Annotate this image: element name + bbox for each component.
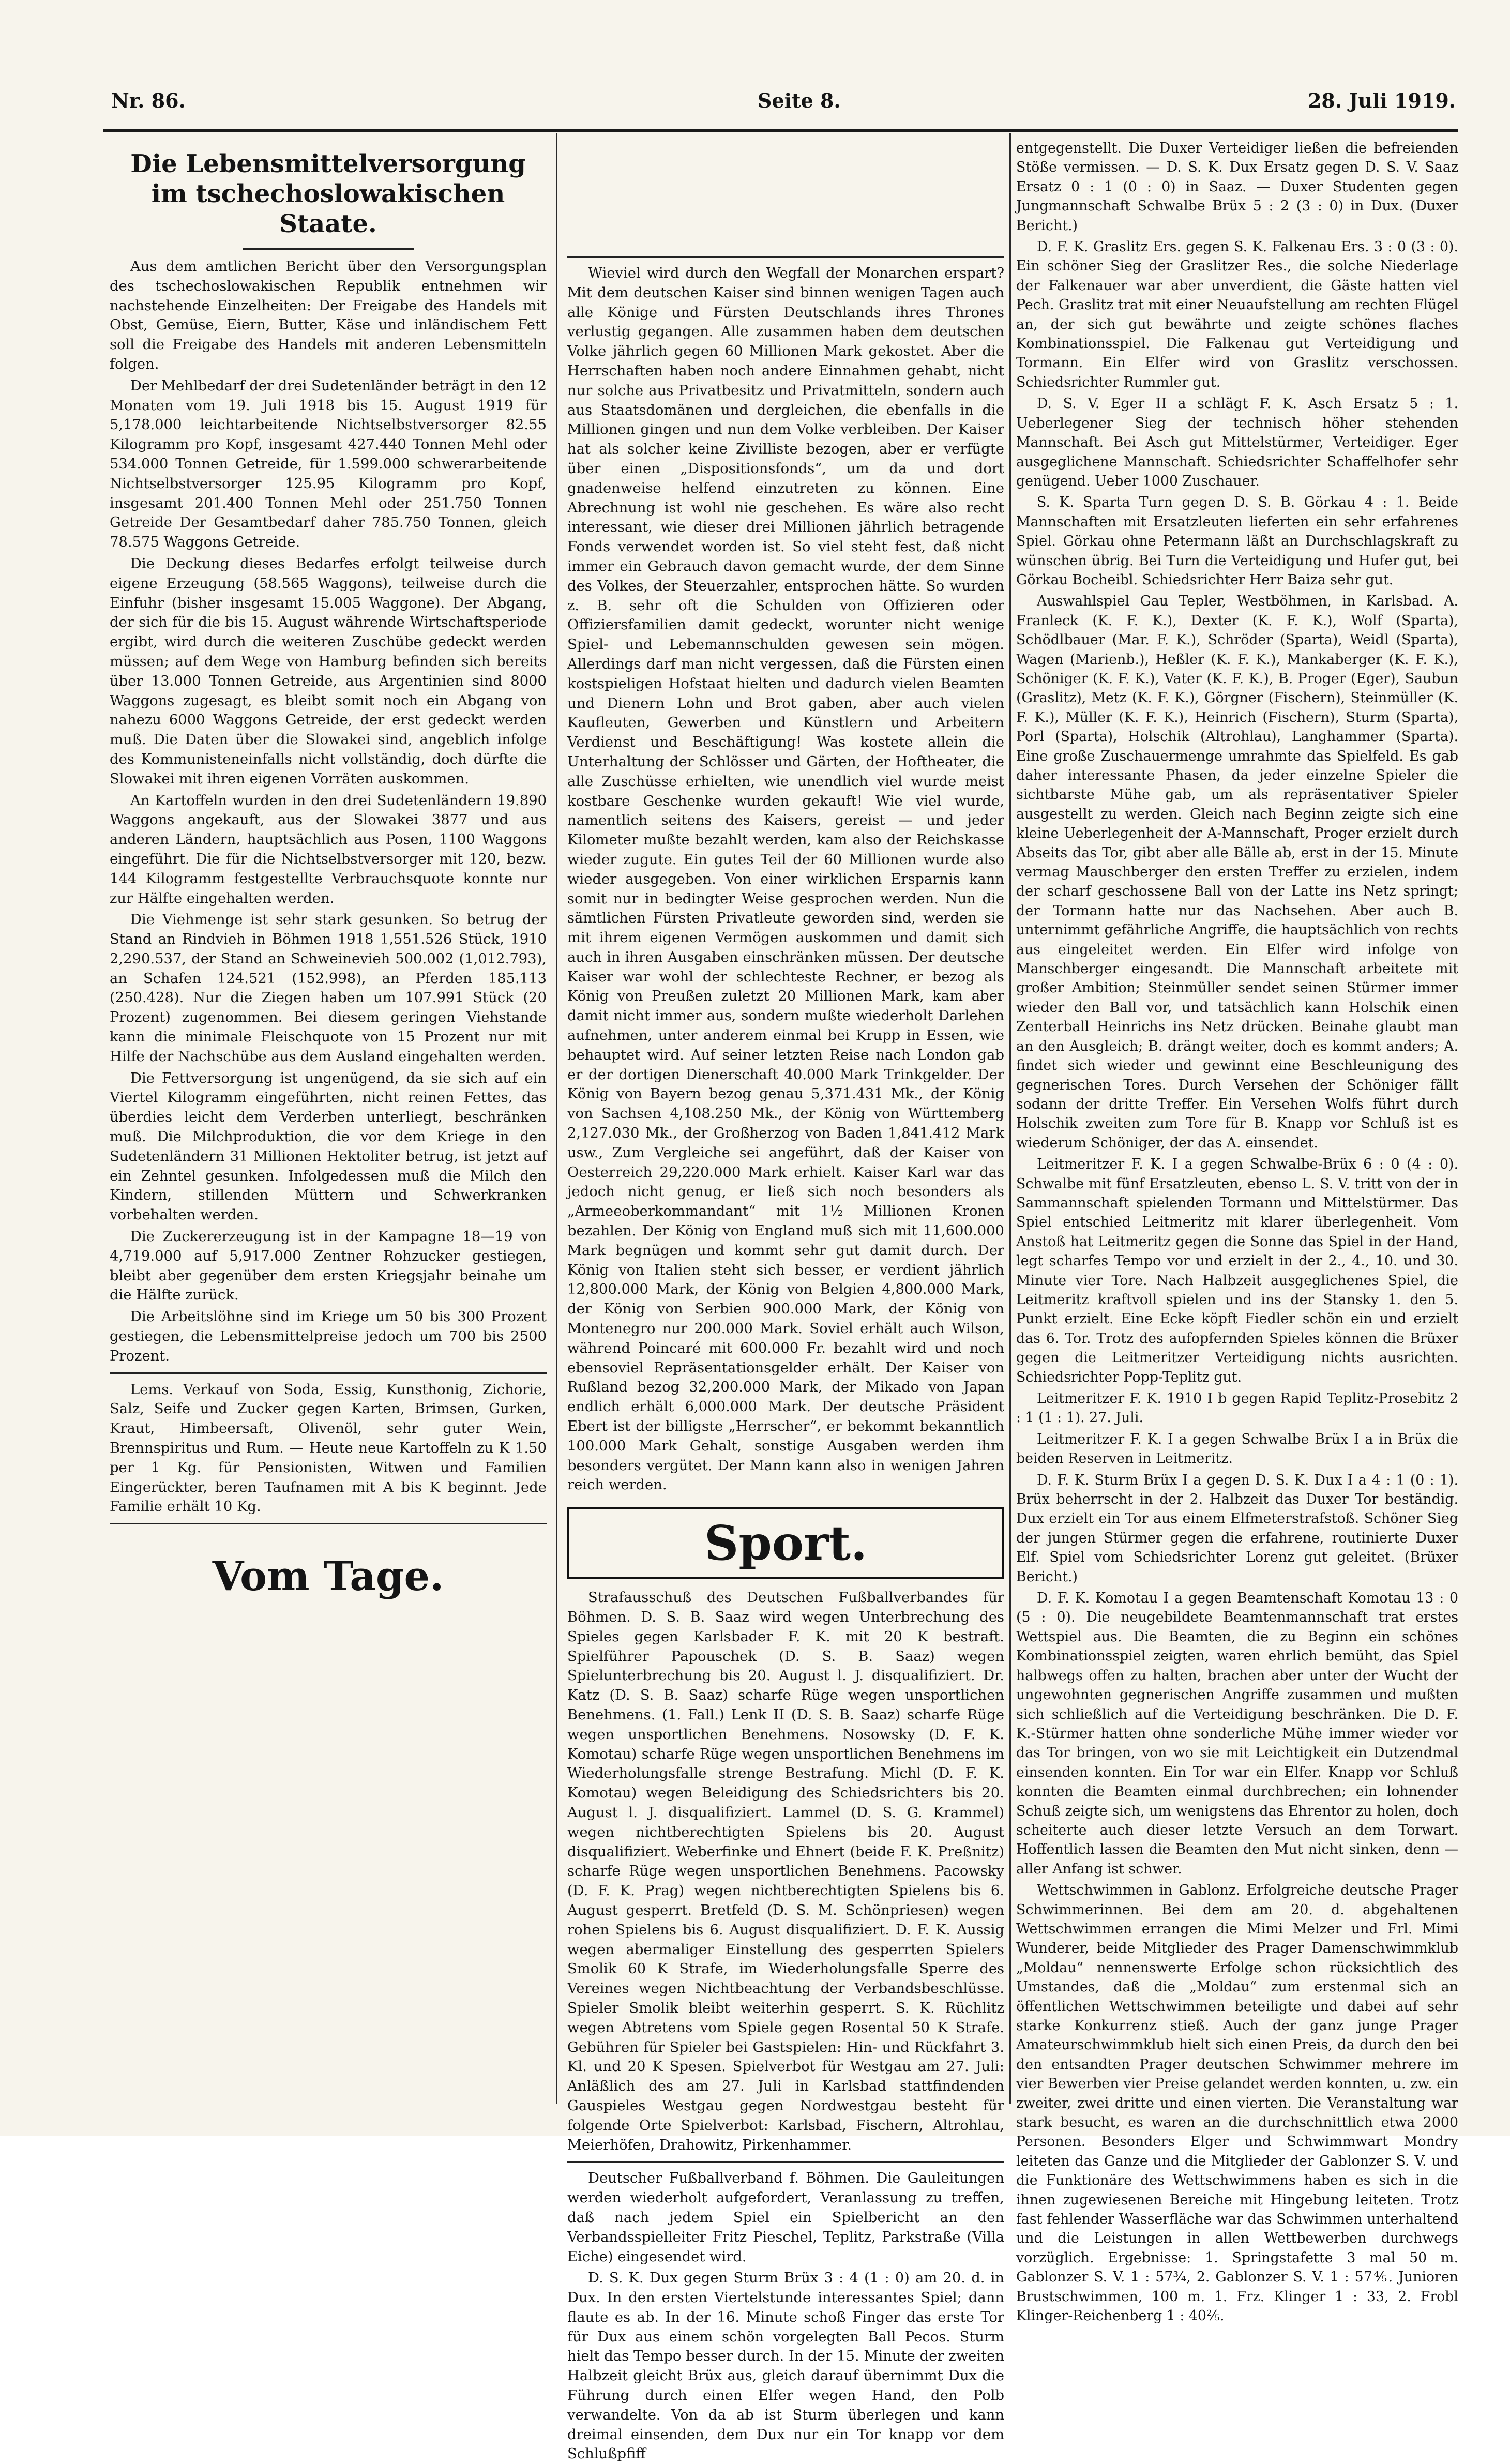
article-paragraph: Aus dem amtlichen Bericht über den Versorgungsplan des tschechoslowakischen Republik entnehmen wir nachstehende Einzelheiten: Der Freigabe des Handels mit Obst, Gemüse, Eiern, Butter, Käse und inländischem Fett soll die Freigabe des Handels mit anderen Lebensmitteln folgen.	[110, 259, 547, 372]
page-number: Seite 8.	[758, 89, 841, 112]
sport-paragraph: D. F. K. Komotau I a gegen Beamtenschaft Komotau 13 : 0 (5 : 0). Die neugebildete Beamtenmannschaft trat erstes Wettspiel aus. Die Beamten, die zu Beginn ein schönes Kombinationsspiel zeigten, waren ehrlich bemüht, das Spiel halbwegs offen zu halten, brachen aber unter der Wucht der ungewohnten gegnerischen Angriffe zusammen und mußten sich schließlich auf die Verteidigung beschränken. Die D. F. K.-Stürmer hatten ohne sonderliche Mühe immer wieder vor das Tor bringen, von wo sie mit Leichtigkeit ein Dutzendmal einsenden konnten. Ein Tor war ein Elfer. Knapp vor Schluß konnten die Beamten einmal durchbrechen; ein lohnender Schuß zeigte sich, um wenigstens das Ehrentor zu holen, doch scheiterte auch dieser letzte Versuch an dem Torwart. Hoffentlich lassen die Beamten den Mut nicht sinken, denn — aller Anfang ist schwer.	[1016, 1590, 1458, 1877]
headline-line-1: Die Lebensmittelversorgung	[130, 149, 526, 178]
article-paragraph: Die Viehmenge ist sehr stark gesunken. So betrug der Stand an Rindvieh in Böhmen 1918 1,551.526 Stück, 1910 2,290.537, der Stand an Schweinevieh 500.002 (1,012.793), an Schafen 124.521 (152.998), an Pferden 185.113 (250.428). Nur die Ziegen haben um 107.991 Stück (20 Prozent) zugenommen. Bei diesem geringen Viehstande kann die minimale Fleischquote von 15 Prozent nur mit Hilfe der Nachschübe aus dem Ausland eingehalten werden.	[110, 912, 547, 1065]
sport-paragraph: Strafausschuß des Deutschen Fußballverbandes für Böhmen. D. S. B. Saaz wird wegen Unterbrechung des Spieles gegen Karlsbader F. K. mit 20 K bestraft. Spielführer Papouschek (D. S. B. Saaz) wegen Spielunterbrechung bis 20. August l. J. disqualifiziert. Dr. Katz (D. S. B. Saaz) scharfe Rüge wegen unsportlichen Benehmens. (1. Fall.) Lenk II (D. S. B. Saaz) scharfe Rüge wegen unsportlichen Benehmens. Nosowsky (D. F. K. Komotau) scharfe Rüge wegen unsportlichen Benehmens im Wiederholungsfalle strenge Bestrafung. Michl (D. F. K. Komotau) wegen Beleidigung des Schiedsrichters bis 20. August l. J. disqualifiziert. Lammel (D. S. G. Krammel) wegen nichtberechtigten Spielens bis 20. August disqualifiziert. Weberfinke und Ehnert (beide F. K. Preßnitz) scharfe Rüge wegen unsportlichen Benehmens. Pacowsky (D. F. K. Prag) wegen nichtberechtigten Spielens bis 6. August gesperrt. Bretfeld (D. S. M. Schönpriesen) wegen rohen Spielens bis 6. August disqualifiziert. D. F. K. Aussig wegen abermaliger Einstellung des gesperrten Spielers Smolik 60 K Strafe, im Wiederholungsfalle Sperre des Vereines wegen Nichtbeachtung der Verbandsbeschlüsse. Spieler Smolik bleibt weiterhin gesperrt. S. K. Rüchlitz wegen Abtretens vom Spiele gegen Rosental 50 K Strafe. Gebühren für Spieler bei Gastspielen: Hin- und Rückfahrt 3. Kl. und 20 K Spesen. Spielverbot für Westgau am 27. Juli: Anläßlich des am 27. Juli in Karlsbad stattfindenden Gauspieles Westgau gegen Nordwestgau besteht für folgende Orte Spielverbot: Karlsbad, Fischern, Altrohlau, Meierhöfen, Drahowitz, Pirkenhammer.	[567, 1590, 1004, 2153]
article-paragraph: Die Fettversorgung ist ungenügend, da sie sich auf ein Viertel Kilogramm eingeführten, nicht reinen Fettes, das überdies leicht dem Verderben unterliegt, beschränken muß. Die Milchproduktion, die vor dem Kriege in den Sudetenländern 31 Millionen Hektoliter betrug, ist jetzt auf ein Zehntel gesunken. Infolgedessen muß die Milch den Kindern, stillenden Müttern und Schwerkranken vorbehalten werden.	[110, 1070, 547, 1223]
sport-paragraph: S. K. Sparta Turn gegen D. S. B. Görkau 4 : 1. Beide Mannschaften mit Ersatzleuten lieferten ein sehr erfahrenes Spiel. Görkau ohne Petermann läßt an Durchschlagskraft zu wünschen übrig. Bei Turn die Verteidigung und Hufer gut, bei Görkau Bocheibl. Schiedsrichter Herr Baiza sehr gut.	[1016, 494, 1458, 588]
section-rule	[110, 1523, 547, 1524]
article-headline	[110, 149, 547, 239]
column-divider-2	[1009, 133, 1011, 2104]
column-1	[110, 139, 547, 1711]
column-3	[1016, 139, 1458, 2324]
sport-paragraph: Leitmeritzer F. K. I a gegen Schwalbe Brüx I a in Brüx die beiden Reserven in Leitmeritz.	[1016, 1431, 1458, 1467]
section-rule	[110, 1372, 547, 1374]
sport-paragraph: Auswahlspiel Gau Tepler, Westböhmen, in Karlsbad. A. Franleck (K. F. K.), Dexter (K. F. K.), Wolf (Sparta), Schödlbauer (Mar. F. K.), Schröder (Sparta), Weidl (Sparta), Wagen (Marienb.), Heßler (K. F. K.), Mankaberger (K. F. K.), Schöniger (K. F. K.), Vater (K. F. K.), B. Proger (Eger), Saubun (Graslitz), Metz (K. F. K.), Görgner (Fischern), Steinmüller (K. F. K.), Müller (K. F. K.), Heinrich (Fischern), Sturm (Sparta), Porl (Sparta), Holschik (Altrohlau), Langhammer (Sparta). Eine große Zuschauermenge umrahmte das Spielfeld. Es gab daher interessante Phasen, da jeder einzelne Spieler die sichtbarste Mühe gab, um als repräsentativer Spieler ausgestellt zu werden. Gleich nach Beginn zeigte sich eine kleine Ueberlegenheit der A-Mannschaft, Proger erzielt durch Abseits das Tor, gibt aber alle Bälle ab, erst in der 15. Minute vermag Mauschberger den ersten Treffer zu erzielen, indem der scharf geschossene Ball von der Latte ins Netz springt; der Tormann hatte nur das Nachsehen. Aber auch B. unternimmt gefährliche Angriffe, die hauptsächlich von rechts aus eingeleitet werden. Ein Elfer wird infolge von Manschberger eingesandt. Die Mannschaft arbeitete mit großer Ambition; Steinmüller sendet seinen Stürmer immer wieder den Ball vor, und tatsächlich kann Holschik einen Zenterball Heinrichs ins Netz drücken. Beinahe glaubt man an den Ausgleich; B. drängt weiter, doch es kommt anders; A. findet sich wieder und gewinnt eine Beschleunigung des gegnerischen Tores. Durch Versehen der Schöniger fällt sodann der dritte Treffer. Ein Versehen Wolfs führt durch Holschik zweiten zum Tore für B. Knapp vor Schluß ist es wiederum Schöniger, der das A. einsendet.	[1016, 593, 1458, 1151]
issue-date: 28. Juli 1919.	[1307, 89, 1456, 112]
article-paragraph: Die Arbeitslöhne sind im Kriege um 50 bis 300 Prozent gestiegen, die Lebensmittelpreise jedoch um 700 bis 2500 Prozent.	[110, 1309, 547, 1364]
sport-paragraph: Wettschwimmen in Gablonz. Erfolgreiche deutsche Prager Schwimmerinnen. Bei dem am 20. d. abgehaltenen Wettschwimmen errangen die Mimi Melzer und Frl. Mimi Wunderer, beide Mitglieder des Prager Damenschwimmklub „Moldau“ nennenswerte Erfolge schon rücksichtlich des Umstandes, daß die „Moldau“ zum erstenmal sich an öffentlichen Wettschwimmen beteiligte und dabei auf sehr starke Konkurrenz stieß. Auch der ganz junge Prager Amateurschwimmklub hielt sich einen Preis, da durch den bei den entsandten Prager deutschen Schwimmer mehrere im vier Bewerben vier Preise gelandet werden konnten, u. zw. ein zweiter, zwei dritte und einen vierten. Die Veranstaltung war stark besucht, es waren an die durchschnittlich etwa 2000 Personen. Besonders Elger und Schwimmwart Mondry leiteten das Ganze und die Mitglieder der Gablonzer S. V. und die Funktionäre des Wettschwimmens haben es sich in die ihnen zugewiesenen Bereiche mit Hingebung leiteten. Trotz fast fehlender Wasserfläche war das Schwimmen unterhaltend und die Leistungen in allen Wettbewerben durchwegs vorzüglich. Ergebnisse: 1. Springstafette 3 mal 50 m. Gablonzer S. V. 1 : 57¾, 2. Gablonzer S. V. 1 : 57⅘. Junioren Brustschwimmen, 100 m. 1. Frz. Klinger 1 : 33, 2. Frobl Klinger-Reichenberg 1 : 40⅖.	[1016, 1882, 1458, 2324]
headline-line-2: im tschechoslowakischen Staate.	[151, 179, 505, 238]
column-divider-1	[556, 133, 557, 2104]
article-paragraph: Der Mehlbedarf der drei Sudetenländer beträgt in den 12 Monaten vom 19. Juli 1918 bis 15. August 1919 für 5,178.000 leichtarbeitende Nichtselbstversorger 82.55 Kilogramm pro Kopf, insgesamt 427.440 Tonnen Mehl oder 534.000 Tonnen Getreide, für 1.599.000 schwerarbeitende Nichtselbstversorger 125.95 Kilogramm pro Kopf, insgesamt 201.400 Tonnen Mehl oder 251.750 Tonnen Getreide Der Gesamtbedarf daher 785.750 Tonnen, gleich 78.575 Waggons Getreide.	[110, 377, 547, 551]
article-paragraph: An Kartoffeln wurden in den drei Sudetenländern 19.890 Waggons angekauft, aus der Slowakei 3877 und aus anderen Ländern, hauptsächlich aus Posen, 1100 Waggons eingeführt. Die für die Nichtselbstversorger mit 120, bezw. 144 Kilogramm festgestellte Verbrauchsquote konnte nur zur Hälfte eingehalten werden.	[110, 792, 547, 906]
page-header	[111, 89, 1456, 120]
headline-rule	[243, 248, 414, 250]
sport-paragraph: Leitmeritzer F. K. 1910 I b gegen Rapid Teplitz-Prosebitz 2 : 1 (1 : 1). 27. Juli.	[1016, 1390, 1458, 1426]
sport-paragraph: entgegenstellt. Die Duxer Verteidiger ließen die befreienden Stöße vermissen. — D. S. K. Dux Ersatz gegen D. S. V. Saaz Ersatz 0 : 1 (0 : 0) in Saaz. — Duxer Studenten gegen Jungmannschaft Schwalbe Brüx 5 : 2 (3 : 0) in Dux. (Duxer Bericht.)	[1016, 140, 1458, 234]
section-heading-vom-tage: Vom Tage.	[212, 1553, 444, 1600]
sport-paragraph: Leitmeritzer F. K. I a gegen Schwalbe-Brüx 6 : 0 (4 : 0). Schwalbe mit fünf Ersatzleuten, ebenso L. S. V. tritt von der in Sammannschaft spielenden Tormann und Mittelstürmer. Das Spiel entschied Leitmeritz mit klarer überlegenheit. Vom Anstoß hat Leitmeritz gegen die Sonne das Spiel in der Hand, legt scharfes Tempo vor und erzielt in der 2., 4., 10. und 30. Minute vier Tore. Nach Halbzeit ausgeglichenes Spiel, die Leitmeritz kraftvoll spielen und ins der Stansky 1. den 5. Punkt erzielt. Eine Ecke köpft Fiedler schön ein und erzielt das 6. Tor. Trotz des aufopfernden Spieles können die Brüxer gegen die Leitmeritzer Verteidigung nichts ausrichten. Schiedsrichter Popp-Teplitz gut.	[1016, 1156, 1458, 1385]
article-paragraph: Die Zuckererzeugung ist in der Kampagne 18—19 von 4,719.000 auf 5,917.000 Zentner Rohzucker gestiegen, bleibt aber gegenüber dem ersten Kriegsjahr beinahe um die Hälfte zurück.	[110, 1229, 547, 1304]
section-rule	[567, 2161, 1004, 2163]
column-2	[567, 139, 1004, 2462]
sport-paragraph: D. F. K. Graslitz Ers. gegen S. K. Falkenau Ers. 3 : 0 (3 : 0). Ein schöner Sieg der Graslitzer Res., die solche Niederlage der Falkenauer war aber unverdient, die Gäste hatten viel Pech. Graslitz trat mit einer Neuaufstellung am rechten Flügel an, der sich gut bewährte und zeigte schönes flaches Kombinationsspiel. Die Falkenau gut Verteidigung und Tormann. Ein Elfer wird von Graslitz verschossen. Schiedsrichter Rummler gut.	[1016, 239, 1458, 390]
sport-paragraph: Deutscher Fußballverband f. Böhmen. Die Gauleitungen werden wiederholt aufgefordert, Veranlassung zu treffen, daß nach jedem Spiel ein Spielbericht an den Verbandsspielleiter Fritz Pieschel, Teplitz, Parkstraße (Villa Eiche) eingesendet wird.	[567, 2170, 1004, 2265]
issue-number: Nr. 86.	[111, 89, 186, 112]
sport-paragraph: D. S. V. Eger II a schlägt F. K. Asch Ersatz 5 : 1. Ueberlegener Sieg der technisch höher stehenden Mannschaft. Bei Asch gut Mittelstürmer, Verteidiger. Eger ausgeglichene Mannschaft. Schiedsrichter Schaffelhofer sehr genügend. Ueber 1000 Zuschauer.	[1016, 396, 1458, 489]
section-rule	[567, 256, 1004, 258]
sport-paragraph: D. S. K. Dux gegen Sturm Brüx 3 : 4 (1 : 0) am 20. d. in Dux. In den ersten Viertelstunde interessantes Spiel; dann flaute es ab. In der 16. Minute schoß Finger das erste Tor für Dux aus einem schön vorgelegten Ball Pecos. Sturm hielt das Tempo besser durch. In der 15. Minute der zweiten Halbzeit gleicht Brüx aus, gleich darauf übernimmt Dux die Führung durch einen Elfer wegen Hand, den Polb verwandelte. Von da ab ist Sturm überlegen und kann dreimal einsenden, dem Dux nur ein Tor knapp vor dem Schlußpfiff	[567, 2270, 1004, 2462]
sport-paragraph: D. F. K. Sturm Brüx I a gegen D. S. K. Dux I a 4 : 1 (0 : 1). Brüx beherrscht in der 2. Halbzeit das Duxer Tor beständig. Dux erzielt ein Tor aus einem Elfmeterstrafstoß. Schöner Sieg der jungen Stürmer gegen die erfahrene, routinierte Duxer Elf. Spiel vom Schiedsrichter Lorenz gut geleitet. (Brüxer Bericht.)	[1016, 1472, 1458, 1585]
notice-paragraph: Lems. Verkauf von Soda, Essig, Kunsthonig, Zichorie, Salz, Seife und Zucker gegen Karten, Brimsen, Gurken, Kraut, Himbeersaft, Olivenöl, sehr guter Wein, Brennspiritus und Rum. — Heute neue Kartoffeln zu K 1.50 per 1 Kg. für Pensionisten, Witwen und Familien Eingerückter, beren Taufnamen mit A bis K beginnt. Jede Familie erhält 10 Kg.	[110, 1381, 547, 1515]
header-rule	[103, 129, 1458, 132]
section-heading-sport: Sport.	[567, 1507, 1004, 1579]
article-paragraph: Wieviel wird durch den Wegfall der Monarchen erspart? Mit dem deutschen Kaiser sind binnen wenigen Tagen auch alle Könige und Fürsten Deutschlands ihres Thrones verlustig gegangen. Alle zusammen haben dem deutschen Volke jährlich gegen 60 Millionen Mark gekostet. Aber die Herrschaften haben noch andere Einnahmen gehabt, nicht nur solche aus Privatbesitz und Privatmitteln, sondern auch aus Staatsdomänen und dergleichen, die ebenfalls in die Millionen gingen und nun dem Volke verbleiben. Der Kaiser hat als solcher keine Zivilliste bezogen, aber er verfügte über einen „Dispositionsfonds“, um da und dort gnadenweise helfend einzutreten zu können. Eine Abrechnung ist wohl nie geschehen. Es wäre also recht interessant, wie dieser drei Millionen jährlich betragende Fonds verwendet worden ist. So viel steht fest, daß nicht immer ein Gebrauch davon gemacht wurde, der dem Sinne des Volkes, der Steuerzahler, entsprochen hätte. So wurden z. B. sehr oft die Schulden von Offizieren oder Offiziersfamilien damit gedeckt, worunter nicht wenige Spiel- und Lebemannschulden gewesen sein mögen. Allerdings darf man nicht vergessen, daß die Fürsten einen kostspieligen Hofstaat hielten und dadurch vielen Beamten und Dienern Lohn und Brot gaben, aber auch vielen Kaufleuten, Gewerben und Künstlern und Arbeitern Verdienst und Beschäftigung! Was kostete allein die Unterhaltung der Schlösser und Gärten, der Hoftheater, die alle Zuschüsse erhielten, wie unendlich viel wurde meist kostbare Geschenke wurden gekauft! Wie viel wurde, namentlich seitens des Kaisers, gereist — und jeder Kilometer mußte bezahlt werden, kam also der Reichskasse wieder zugute. Ein gutes Teil der 60 Millionen wurde also wieder ausgegeben. Von einer wirklichen Ersparnis kann somit nur in bedingter Weise gesprochen werden. Nun die sämtlichen Fürsten Privatleute geworden sind, werden sie mit ihrem eigenen Vermögen auskommen und damit sich auch in ihren Ausgaben einschränken müssen. Der deutsche Kaiser war wohl der schlechteste Rechner, er bezog als König von Preußen zuletzt 20 Millionen Mark, kam aber damit nicht immer aus, sondern mußte wiederholt Darlehen aufnehmen, unter anderem einmal bei Krupp in Essen, wie behauptet wird. Auf seiner letzten Reise nach London gab er der dortigen Dienerschaft 40.000 Mark Trinkgelder. Der König von Bayern bezog genau 5,371.431 Mk., der König von Sachsen 4,108.250 Mk., der König von Württemberg 2,127.030 Mk., der Großherzog von Baden 1,841.412 Mark usw., Zum Vergleiche sei angeführt, daß der Kaiser von Oesterreich 29,220.000 Mark erhielt. Kaiser Karl war das jedoch nicht genug, er ließ sich noch besonders als „Armeeoberkommandant“ mit 1½ Millionen Kronen bezahlen. Der König von England muß sich mit 11,600.000 Mark begnügen und kommt sehr gut damit durch. Der König von Italien steht sich besser, er verdient jährlich 12,800.000 Mark, der König von Belgien 4,800.000 Mark, der König von Serbien 900.000 Mark, der König von Montenegro nur 200.000 Mark. Soviel erhält auch Wilson, während Poincaré mit 600.000 Fr. bezahlt wird und noch ebensoviel Repräsentationsgelder erhält. Der Kaiser von Rußland bezog 32,200.000 Mark, der Mikado von Japan endlich erhält 6,000.000 Mark. Der deutsche Präsident Ebert ist der billigste „Herrscher“, er bekommt bekanntlich 100.000 Mark Gehalt, sonstige Ausgaben werden ihm besonders vergütet. Der Mann kann also in wenigen Jahren reich werden.	[567, 265, 1004, 1493]
column-2-top-gap	[567, 139, 1004, 250]
article-paragraph: Die Deckung dieses Bedarfes erfolgt teilweise durch eigene Erzeugung (58.565 Waggons), teilweise durch die Einfuhr (bisher insgesamt 15.005 Waggone). Der Abgang, der sich für die bis 15. August währende Wirtschaftsperiode ergibt, wird durch die weiteren Zuschübe gedeckt werden müssen; auf dem Wege von Hamburg befinden sich bereits über 13.000 Tonnen Getreide, aus Argentinien sind 8000 Waggons zugesagt, es bleibt somit noch ein Abgang von nahezu 6000 Waggons Getreide, der erst gedeckt werden muß. Die Daten über die Slowakei sind, angeblich infolge des Kommunisteneinfalls nicht vollständig, doch dürfte die Slowakei mit ihren eigenen Vorräten auskommen.	[110, 555, 547, 787]
